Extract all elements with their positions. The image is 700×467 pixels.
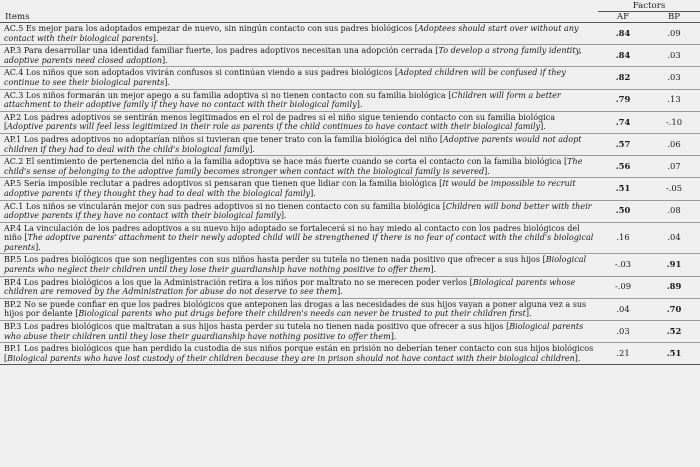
item-code: AP.4	[4, 223, 22, 233]
item-bracket-close: ].	[280, 211, 287, 221]
af-loading: .04	[598, 298, 648, 320]
item-bracket-close: ].	[152, 33, 159, 43]
item-spanish: Los niños formarán un mejor apego a su familia adoptiva si no tienen contacto con su familia biológica [	[25, 90, 452, 100]
af-loading: .74	[598, 111, 648, 133]
item-text	[0, 254, 598, 276]
item-spanish: Los padres adoptivos no adoptarían niños si tuvieran que tener trato con la familia biológica del niño [	[23, 134, 443, 144]
item-bracket-close: ].	[540, 122, 546, 132]
item-bracket-close: ].	[337, 287, 343, 297]
item-bracket-close: ].	[249, 144, 255, 154]
item-english: Children will form a better attachment to their adoptive family if they have no contact with their biological family	[4, 90, 561, 110]
item-spanish: La vinculación de los padres adoptivos a su nuevo hijo adoptado se fortalecerá si no hay miedo al contacto con los padres biológicos del niño [	[4, 223, 580, 243]
header-spacer	[0, 0, 598, 12]
af-loading: .03	[598, 321, 648, 343]
bp-loading: .09	[648, 23, 700, 45]
item-english: Biological parents who neglect their children until they lose their guardianship have nothing positive to offer them	[4, 255, 587, 275]
item-spanish: Los padres biológicos a los que la Administración retira a los niños por maltrato no se merecen poder verlos [	[23, 277, 473, 287]
item-bracket-close: ].	[356, 100, 363, 110]
af-loading: .79	[598, 89, 648, 111]
item-code: AP.2	[4, 112, 22, 122]
item-spanish: Es mejor para los adoptados empezar de nuevo, sin ningún contacto con sus padres biológicos [	[25, 24, 418, 33]
table-row	[0, 178, 700, 200]
item-spanish: Sería imposible reclutar a padres adoptivos si pensaran que tienen que lidiar con la familia biológica [	[23, 179, 443, 189]
bp-loading: .89	[648, 276, 700, 298]
table-row	[0, 45, 700, 67]
af-loading: .51	[598, 178, 648, 200]
item-spanish: Los padres biológicos que maltratan a sus hijos hasta perder su tutela no tienen nada positivo que ofrecer a sus hijos [	[23, 322, 510, 332]
item-code: BP.3	[4, 322, 22, 332]
item-english: Adoptive parents will feel less legitimized in their role as parents if the child continues to have contact with their biological family	[7, 122, 541, 132]
item-bracket-close: ].	[430, 265, 437, 275]
item-code: AC.1	[4, 201, 24, 211]
item-code: AP.3	[4, 46, 22, 56]
af-loading: .82	[598, 67, 648, 89]
table-row	[0, 67, 700, 89]
item-code: AC.3	[4, 90, 24, 100]
table-row	[0, 89, 700, 111]
bp-loading: .91	[648, 254, 700, 276]
af-loading: .21	[598, 343, 648, 365]
item-spanish: El sentimiento de pertenencia del niño a la familia adoptiva se hace más fuerte cuando se corta el contacto con la familia biológica [	[25, 157, 568, 167]
item-text	[0, 178, 598, 200]
item-text	[0, 298, 598, 320]
item-english: Adoptive parents would not adopt children if they had to deal with the child's biological family	[4, 134, 582, 154]
bp-loading: .04	[648, 222, 700, 254]
table-row	[0, 222, 700, 254]
item-code: BP.2	[4, 299, 22, 309]
item-code: AP.1	[4, 134, 22, 144]
item-bracket-close: ].	[164, 77, 170, 87]
bp-loading: .03	[648, 45, 700, 67]
header-row-factors	[0, 0, 700, 12]
item-text	[0, 222, 598, 254]
item-english: To develop a strong family identity, adoptive parents need closed adoption	[4, 46, 582, 65]
item-text	[0, 200, 598, 222]
item-code: AP.5	[4, 179, 22, 189]
item-text	[0, 23, 598, 45]
item-text	[0, 156, 598, 178]
item-text	[0, 133, 598, 155]
item-spanish: Para desarrollar una identidad familiar fuerte, los padres adoptivos necesitan una adopción cerrada [	[23, 46, 439, 56]
bp-loading: .03	[648, 67, 700, 89]
item-spanish: Los padres adoptivos se sentirán menos legitimados en el rol de padres si el niño sigue teniendo contacto con su familia biológica [	[4, 112, 556, 132]
af-loading: .16	[598, 222, 648, 254]
item-spanish: Los niños se vincularán mejor con sus padres adoptivos si no tienen contacto con su familia biológica [	[25, 201, 446, 211]
bp-loading: .52	[648, 321, 700, 343]
item-text	[0, 321, 598, 343]
bp-loading: -.05	[648, 178, 700, 200]
item-english: It would be impossible to recruit adoptive parents if they thought they had to deal with the biological family	[4, 179, 576, 198]
item-english: Biological parents who have lost custody of their children because they are in prison should not have contact with their biological children	[7, 353, 575, 363]
item-text	[0, 276, 598, 298]
item-english: Children will bond better with their adoptive parents if they have no contact with their biological family	[4, 201, 592, 221]
item-code: AC.4	[4, 68, 24, 78]
item-english: The adoptive parents' attachment to their newly adopted child will be strengthened if there is no fear of contact with the child's biological parents	[4, 233, 594, 252]
table-header	[0, 0, 700, 23]
af-loading: -.03	[598, 254, 648, 276]
af-loading: .84	[598, 45, 648, 67]
item-english: The child's sense of belonging to the adoptive family becomes stronger when contact with the biological family is severed	[4, 157, 583, 176]
table-row	[0, 321, 700, 343]
af-loading: .57	[598, 133, 648, 155]
factors-header: Factors	[598, 0, 700, 12]
bp-loading: .51	[648, 343, 700, 365]
table-row	[0, 156, 700, 178]
items-header: Items	[0, 12, 598, 23]
table-row	[0, 343, 700, 365]
bp-loading: .06	[648, 133, 700, 155]
item-bracket-close: ].	[574, 353, 581, 363]
item-code: BP.4	[4, 277, 22, 287]
item-bracket-close: ].	[310, 188, 316, 198]
item-bracket-close: ].	[162, 55, 168, 65]
item-english: Biological parents whose children are removed by the Administration for abuse do not deserve to see them	[4, 277, 576, 297]
item-text	[0, 67, 598, 89]
bp-column-header: BP	[648, 12, 700, 23]
item-text	[0, 111, 598, 133]
table-row	[0, 133, 700, 155]
item-bracket-close: ].	[525, 309, 532, 319]
table-row	[0, 111, 700, 133]
item-text	[0, 45, 598, 67]
table-body	[0, 23, 700, 365]
af-loading: -.09	[598, 276, 648, 298]
af-loading: .50	[598, 200, 648, 222]
bp-loading: .13	[648, 89, 700, 111]
item-code: AC.2	[4, 157, 24, 167]
af-loading: .84	[598, 23, 648, 45]
item-spanish: Los niños que son adoptados vivirán confusos si continúan viendo a sus padres biológicos [	[25, 68, 399, 78]
item-spanish: No se puede confiar en que los padres biológicos que anteponen las drogas a las necesidades de sus hijos vayan a poner alguna vez a sus hijos por delante [	[4, 299, 587, 319]
item-english: Adopted children will be confused if they continue to see their biological parents	[4, 68, 566, 87]
af-loading: .56	[598, 156, 648, 178]
item-text	[0, 89, 598, 111]
bp-loading: .70	[648, 298, 700, 320]
item-code: BP.1	[4, 344, 22, 354]
item-spanish: Los padres biológicos que son negligentes con sus niños hasta perder su tutela no tienen nada positivo que ofrecer a sus hijos [	[23, 255, 546, 265]
item-english: Biological parents who put drugs before their children's needs can never be trusted to put their children first	[78, 309, 526, 319]
bp-loading: -.10	[648, 111, 700, 133]
item-english: Biological parents who abuse their children until they lose their guardianship have nothing positive to offer them	[4, 322, 584, 341]
item-bracket-close: ].	[35, 242, 41, 252]
af-column-header: AF	[598, 12, 648, 23]
bp-loading: .07	[648, 156, 700, 178]
item-spanish: Los padres biológicos que han perdido la custodia de sus niños porque están en prisión no deberían tener contacto con sus hijos biológicos [	[4, 344, 594, 363]
table-row	[0, 254, 700, 276]
table-row	[0, 276, 700, 298]
table-row	[0, 23, 700, 45]
item-text	[0, 343, 598, 365]
item-english: Adoptees should start over without any contact with their biological parents	[4, 24, 579, 43]
item-bracket-close: ].	[484, 166, 490, 176]
table-row	[0, 298, 700, 320]
table-row	[0, 200, 700, 222]
header-row-columns	[0, 12, 700, 23]
item-code: AC.5	[4, 24, 24, 33]
bp-loading: .08	[648, 200, 700, 222]
item-code: BP.5	[4, 255, 22, 265]
item-bracket-close: ].	[390, 331, 397, 341]
